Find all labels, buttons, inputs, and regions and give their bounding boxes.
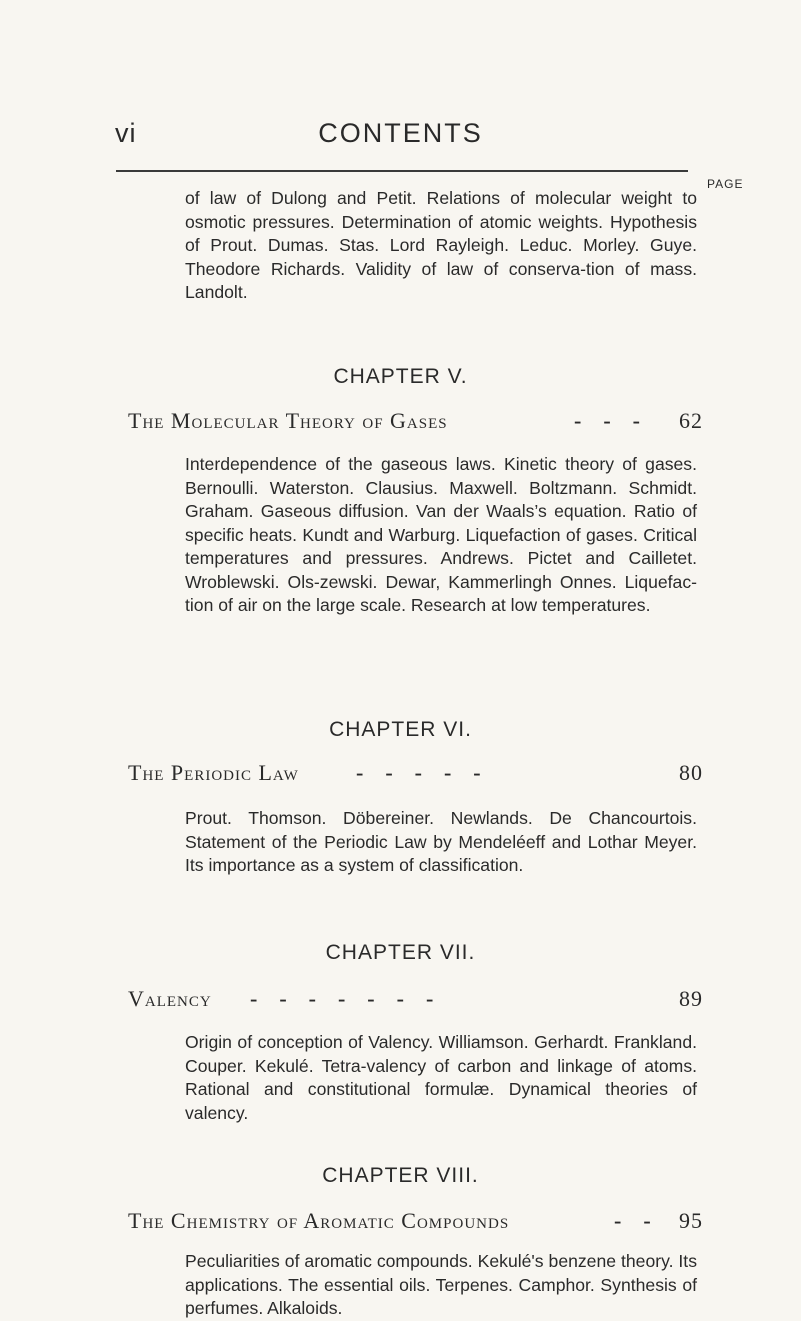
chapter-heading: CHAPTER V. <box>333 365 468 388</box>
leader-dashes: - - - - - <box>356 760 481 785</box>
chapter-description: Prout. Thomson. Döbereiner. Newlands. De Chancourtois. Statement of the Periodic Law by Mendeléeff and Lothar Meyer. Its importance as a system of classification. <box>185 808 697 875</box>
chapter-title: The Molecular Theory of Gases <box>128 408 448 433</box>
chapter-entry[interactable] <box>128 986 703 1014</box>
chapter-title: The Periodic Law <box>128 760 299 785</box>
chapter-page-number: 95 <box>679 1208 703 1233</box>
intro-description: of law of Dulong and Petit. Relations of molecular weight to osmotic pressures. Determination of atomic weights. Hypothesis of Prout. Dumas. Stas. Lord Rayleigh. Leduc. Morley. Guye. Theodore Richards. Validity of law of conserva-tion of mass. Landolt. <box>185 188 697 302</box>
chapter-page-number: 89 <box>679 986 703 1011</box>
chapter-page-number: 62 <box>679 408 703 433</box>
chapter-description: Origin of conception of Valency. Williamson. Gerhardt. Frankland. Couper. Kekulé. Tetra-valency of carbon and linkage of atoms. Rational and constitutional formulæ. Dynamical theories of valency. <box>185 1032 697 1123</box>
chapter-title: The Chemistry of Aromatic Compounds <box>128 1208 510 1233</box>
chapter-entry[interactable] <box>128 760 703 788</box>
chapter-heading: CHAPTER VI. <box>329 718 472 741</box>
chapter-entry[interactable] <box>128 1208 703 1236</box>
page-column-label: PAGE <box>707 177 744 191</box>
header-rule <box>116 170 688 172</box>
chapter-heading: CHAPTER VII. <box>325 941 476 964</box>
chapter-description: Peculiarities of aromatic compounds. Kekulé's benzene theory. Its applications. The essential oils. Terpenes. Camphor. Synthesis of perfumes. Alkaloids. <box>185 1251 697 1318</box>
chapter-entry[interactable] <box>128 408 703 436</box>
leader-dashes: - - - <box>574 408 640 433</box>
page-number: vi <box>115 118 137 148</box>
chapter-title: Valency <box>128 986 212 1011</box>
chapter-heading: CHAPTER VIII. <box>322 1164 479 1187</box>
leader-dashes: - - <box>614 1208 651 1233</box>
running-title: CONTENTS <box>318 118 483 148</box>
chapter-description: Interdependence of the gaseous laws. Kinetic theory of gases. Bernoulli. Waterston. Clausius. Maxwell. Boltzmann. Schmidt. Graham. Gaseous diffusion. Van der Waals’s equation. Ratio of specific heats. Kundt and Warburg. Liquefaction of gases. Critical temperatures and pressures. Andrews. Pictet and Cailletet. Wroblewski. Ols-zewski. Dewar, Kammerlingh Onnes. Liquefac-tion of air on the large scale. Research at low temperatures. <box>185 454 697 615</box>
page-header <box>0 118 801 158</box>
leader-dashes: - - - - - - - <box>250 986 434 1011</box>
chapter-page-number: 80 <box>679 760 703 785</box>
